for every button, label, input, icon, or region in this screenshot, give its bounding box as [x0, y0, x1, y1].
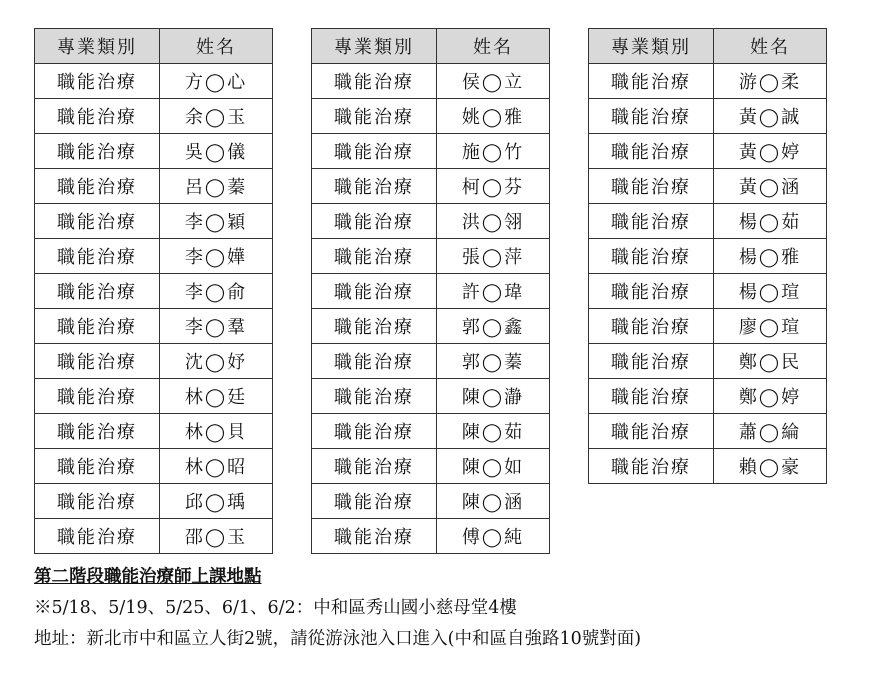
table-row — [589, 414, 827, 449]
category-cell: 職能治療 — [35, 99, 160, 134]
category-cell: 職能治療 — [589, 99, 714, 134]
name-cell: 陳◯瀞 — [437, 379, 550, 414]
name-cell: 吳◯儀 — [160, 134, 273, 169]
category-cell: 職能治療 — [312, 134, 437, 169]
category-cell: 職能治療 — [35, 274, 160, 309]
category-cell: 職能治療 — [35, 344, 160, 379]
table-row — [312, 64, 550, 99]
name-cell: 鄭◯婷 — [714, 379, 827, 414]
name-cell: 蕭◯綸 — [714, 414, 827, 449]
name-cell: 林◯廷 — [160, 379, 273, 414]
column-header-name: 姓名 — [714, 29, 827, 64]
table-row — [589, 239, 827, 274]
table-row — [35, 484, 273, 519]
category-cell: 職能治療 — [312, 309, 437, 344]
category-cell: 職能治療 — [589, 204, 714, 239]
category-cell: 職能治療 — [35, 239, 160, 274]
name-cell: 楊◯茹 — [714, 204, 827, 239]
name-cell: 郭◯鑫 — [437, 309, 550, 344]
table-row — [312, 274, 550, 309]
category-cell: 職能治療 — [312, 239, 437, 274]
table-row — [35, 379, 273, 414]
category-cell: 職能治療 — [312, 64, 437, 99]
name-cell: 柯◯芬 — [437, 169, 550, 204]
table-row — [35, 99, 273, 134]
name-cell: 洪◯翎 — [437, 204, 550, 239]
name-cell: 游◯柔 — [714, 64, 827, 99]
category-cell: 職能治療 — [589, 414, 714, 449]
address-line: 地址：新北市中和區立人街2號，請從游泳池入口進入(中和區自強路10號對面) — [34, 629, 642, 649]
location-heading: 第二階段職能治療師上課地點 — [34, 567, 262, 587]
name-cell: 呂◯蓁 — [160, 169, 273, 204]
category-cell: 職能治療 — [35, 414, 160, 449]
table-row — [312, 134, 550, 169]
category-cell: 職能治療 — [312, 99, 437, 134]
name-cell: 賴◯豪 — [714, 449, 827, 484]
table-row — [35, 519, 273, 554]
category-cell: 職能治療 — [35, 134, 160, 169]
name-cell: 侯◯立 — [437, 64, 550, 99]
roster-table-1 — [34, 28, 273, 554]
table-row — [589, 134, 827, 169]
table-row — [312, 309, 550, 344]
column-header-name: 姓名 — [437, 29, 550, 64]
name-cell: 李◯俞 — [160, 274, 273, 309]
table-row — [589, 64, 827, 99]
category-cell: 職能治療 — [35, 519, 160, 554]
schedule-line: ※5/18、5/19、5/25、6/1、6/2：中和區秀山國小慈母堂4樓 — [34, 598, 517, 618]
category-cell: 職能治療 — [589, 239, 714, 274]
name-cell: 李◯穎 — [160, 204, 273, 239]
name-cell: 邵◯玉 — [160, 519, 273, 554]
category-cell: 職能治療 — [35, 449, 160, 484]
category-cell: 職能治療 — [312, 414, 437, 449]
table-row — [35, 414, 273, 449]
category-cell: 職能治療 — [312, 169, 437, 204]
category-cell: 職能治療 — [589, 64, 714, 99]
column-header-category: 專業類別 — [589, 29, 714, 64]
table-row — [312, 204, 550, 239]
table-row — [35, 204, 273, 239]
table-row — [589, 204, 827, 239]
column-header-name: 姓名 — [160, 29, 273, 64]
name-cell: 楊◯雅 — [714, 239, 827, 274]
name-cell: 林◯貝 — [160, 414, 273, 449]
name-cell: 楊◯瑄 — [714, 274, 827, 309]
name-cell: 許◯瑋 — [437, 274, 550, 309]
column-header-category: 專業類別 — [312, 29, 437, 64]
roster-table-3 — [588, 28, 827, 484]
table-row — [312, 379, 550, 414]
name-cell: 陳◯如 — [437, 449, 550, 484]
name-cell: 方◯心 — [160, 64, 273, 99]
name-cell: 廖◯瑄 — [714, 309, 827, 344]
table-row — [312, 169, 550, 204]
table-row — [312, 414, 550, 449]
table-row — [589, 344, 827, 379]
name-cell: 林◯昭 — [160, 449, 273, 484]
table-row — [35, 64, 273, 99]
name-cell: 陳◯茹 — [437, 414, 550, 449]
category-cell: 職能治療 — [312, 344, 437, 379]
category-cell: 職能治療 — [35, 309, 160, 344]
table-row — [35, 134, 273, 169]
category-cell: 職能治療 — [589, 344, 714, 379]
category-cell: 職能治療 — [35, 484, 160, 519]
table-row — [312, 344, 550, 379]
table-row — [589, 169, 827, 204]
table-row — [35, 344, 273, 379]
table-row — [35, 309, 273, 344]
column-header-category: 專業類別 — [35, 29, 160, 64]
category-cell: 職能治療 — [589, 449, 714, 484]
name-cell: 沈◯妤 — [160, 344, 273, 379]
table-row — [35, 274, 273, 309]
table-row — [312, 449, 550, 484]
category-cell: 職能治療 — [35, 379, 160, 414]
name-cell: 黃◯婷 — [714, 134, 827, 169]
category-cell: 職能治療 — [589, 274, 714, 309]
category-cell: 職能治療 — [35, 169, 160, 204]
table-row — [312, 484, 550, 519]
category-cell: 職能治療 — [312, 519, 437, 554]
table-row — [312, 239, 550, 274]
table-row — [589, 379, 827, 414]
name-cell: 傅◯純 — [437, 519, 550, 554]
table-row — [35, 239, 273, 274]
category-cell: 職能治療 — [589, 134, 714, 169]
table-row — [312, 519, 550, 554]
name-cell: 張◯萍 — [437, 239, 550, 274]
table-row — [35, 449, 273, 484]
category-cell: 職能治療 — [35, 64, 160, 99]
category-cell: 職能治療 — [312, 204, 437, 239]
table-row — [312, 99, 550, 134]
name-cell: 黃◯涵 — [714, 169, 827, 204]
category-cell: 職能治療 — [312, 379, 437, 414]
table-row — [589, 99, 827, 134]
name-cell: 黃◯誠 — [714, 99, 827, 134]
name-cell: 郭◯蓁 — [437, 344, 550, 379]
category-cell: 職能治療 — [312, 484, 437, 519]
name-cell: 邱◯瑀 — [160, 484, 273, 519]
location-notes — [34, 562, 641, 655]
category-cell: 職能治療 — [312, 449, 437, 484]
name-cell: 李◯嬅 — [160, 239, 273, 274]
name-cell: 施◯竹 — [437, 134, 550, 169]
name-cell: 李◯羣 — [160, 309, 273, 344]
name-cell: 余◯玉 — [160, 99, 273, 134]
name-cell: 鄭◯民 — [714, 344, 827, 379]
table-row — [589, 449, 827, 484]
table-row — [589, 274, 827, 309]
roster-table-2 — [311, 28, 550, 554]
table-row — [35, 169, 273, 204]
category-cell: 職能治療 — [589, 169, 714, 204]
table-row — [589, 309, 827, 344]
category-cell: 職能治療 — [35, 204, 160, 239]
category-cell: 職能治療 — [589, 309, 714, 344]
name-cell: 陳◯涵 — [437, 484, 550, 519]
category-cell: 職能治療 — [312, 274, 437, 309]
category-cell: 職能治療 — [589, 379, 714, 414]
name-cell: 姚◯雅 — [437, 99, 550, 134]
